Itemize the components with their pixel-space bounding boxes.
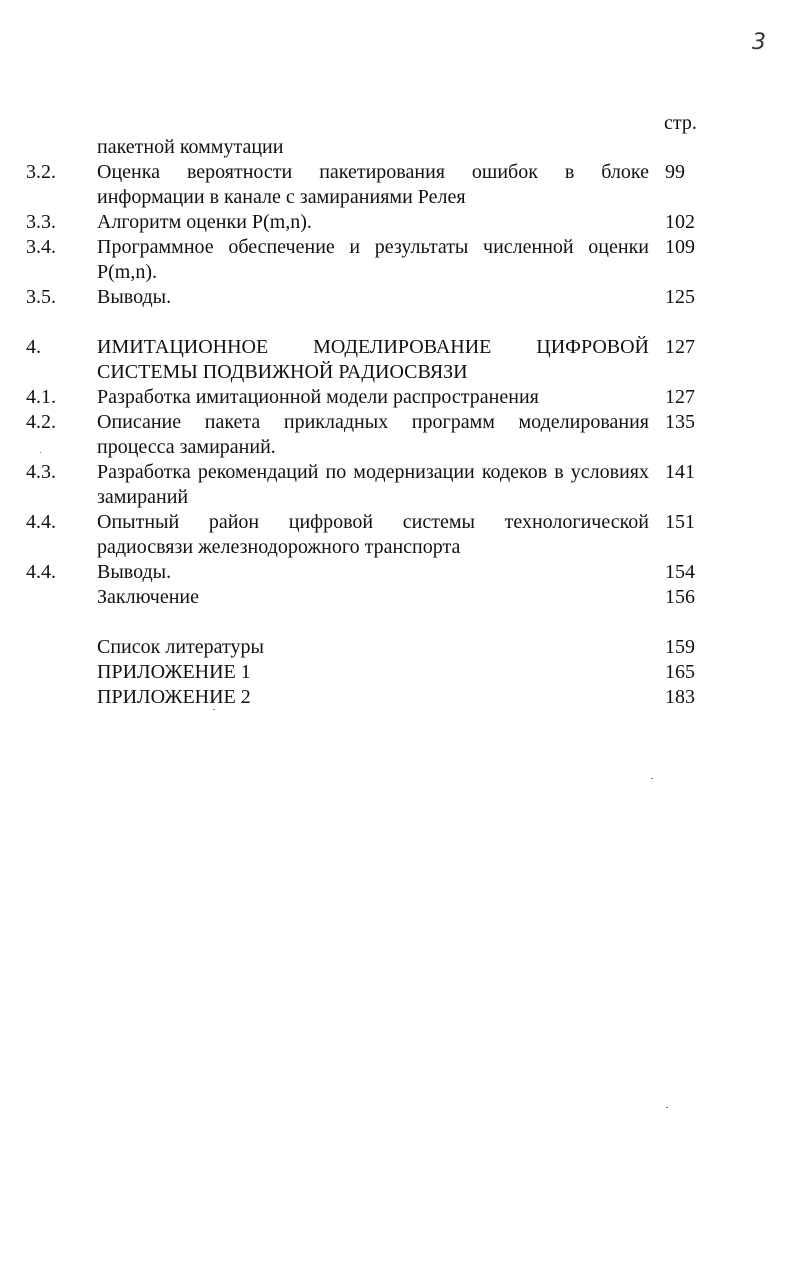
toc-entry-number: 3.2. xyxy=(26,161,56,183)
toc-entry-page: 141 xyxy=(665,461,695,483)
toc-entry-page: 127 xyxy=(665,386,695,408)
toc-entry-number: 4.4. xyxy=(26,511,56,533)
page-number: 3 xyxy=(752,30,766,55)
section-gap xyxy=(0,610,794,635)
table-of-contents xyxy=(0,135,794,710)
toc-entry-number: 4. xyxy=(26,336,41,358)
toc-entry-title: ПРИЛОЖЕНИЕ 1 xyxy=(97,661,251,683)
toc-entry-page: 156 xyxy=(665,586,695,608)
toc-entry-number: 4.2. xyxy=(26,411,56,433)
toc-entry xyxy=(0,460,794,510)
toc-entry-title: Программное обеспечение и результаты численной оценки P(m,n). xyxy=(97,236,649,283)
toc-entry-title: ИМИТАЦИОННОЕ МОДЕЛИРОВАНИЕ ЦИФРОВОЙ СИСТЕМЫ ПОДВИЖНОЙ РАДИОСВЯЗИ xyxy=(97,336,649,383)
toc-entry xyxy=(0,335,794,385)
toc-entry-page: 102 xyxy=(665,211,695,233)
page-column-header: стр. xyxy=(664,112,697,134)
toc-entry xyxy=(0,285,794,310)
toc-entry-page: 151 xyxy=(665,511,695,533)
toc-entry-title: Описание пакета прикладных программ моделирования процесса замираний. xyxy=(97,411,649,458)
toc-entry-page: 127 xyxy=(665,336,695,358)
toc-entry-page: 109 xyxy=(665,236,695,258)
toc-entry-title: ПРИЛОЖЕНИЕ 2 xyxy=(97,686,251,708)
toc-entry xyxy=(0,685,794,710)
toc-entry xyxy=(0,235,794,285)
scan-speck xyxy=(40,452,41,453)
toc-entry-title: Заключение xyxy=(97,586,199,608)
toc-entry-title: Оценка вероятности пакетирования ошибок в блоке информации в канале с замираниями Релея xyxy=(97,161,649,208)
toc-entry-number: 3.4. xyxy=(26,236,56,258)
toc-entry-page: 154 xyxy=(665,561,695,583)
toc-entry-number: 4.3. xyxy=(26,461,56,483)
toc-entry xyxy=(0,135,794,160)
toc-entry-title: пакетной коммутации xyxy=(97,136,284,158)
scan-speck xyxy=(213,709,215,710)
toc-entry xyxy=(0,385,794,410)
toc-entry xyxy=(0,410,794,460)
toc-entry-page: 135 xyxy=(665,411,695,433)
toc-entry-title: Выводы. xyxy=(97,286,172,308)
toc-entry-page: 183 xyxy=(665,686,695,708)
toc-entry-title: Алгоритм оценки P(m,n). xyxy=(97,211,312,233)
toc-entry-title: Список литературы xyxy=(97,636,264,658)
toc-entry-title: Разработка рекомендаций по модернизации кодеков в условиях замираний xyxy=(97,461,649,508)
toc-entry-title: Разработка имитационной модели распространения xyxy=(97,386,539,408)
toc-entry-number: 3.3. xyxy=(26,211,56,233)
toc-entry-page: 165 xyxy=(665,661,695,683)
toc-entry-page: 159 xyxy=(665,636,695,658)
toc-entry-page: 125 xyxy=(665,286,695,308)
toc-entry xyxy=(0,510,794,560)
toc-entry-number: 4.4. xyxy=(26,561,56,583)
toc-entry-page: 99 xyxy=(665,161,685,183)
toc-entry xyxy=(0,210,794,235)
toc-entry xyxy=(0,160,794,210)
toc-entry-number: 3.5. xyxy=(26,286,56,308)
scan-speck xyxy=(666,1107,668,1108)
toc-entry xyxy=(0,635,794,660)
toc-entry-title: Выводы. xyxy=(97,561,172,583)
toc-entry xyxy=(0,560,794,585)
toc-entry-number: 4.1. xyxy=(26,386,56,408)
toc-entry-title: Опытный район цифровой системы технологической радиосвязи железнодорожного транспорта xyxy=(97,511,649,558)
toc-entry xyxy=(0,585,794,610)
scan-speck xyxy=(651,778,653,779)
toc-entry xyxy=(0,660,794,685)
section-gap xyxy=(0,310,794,335)
